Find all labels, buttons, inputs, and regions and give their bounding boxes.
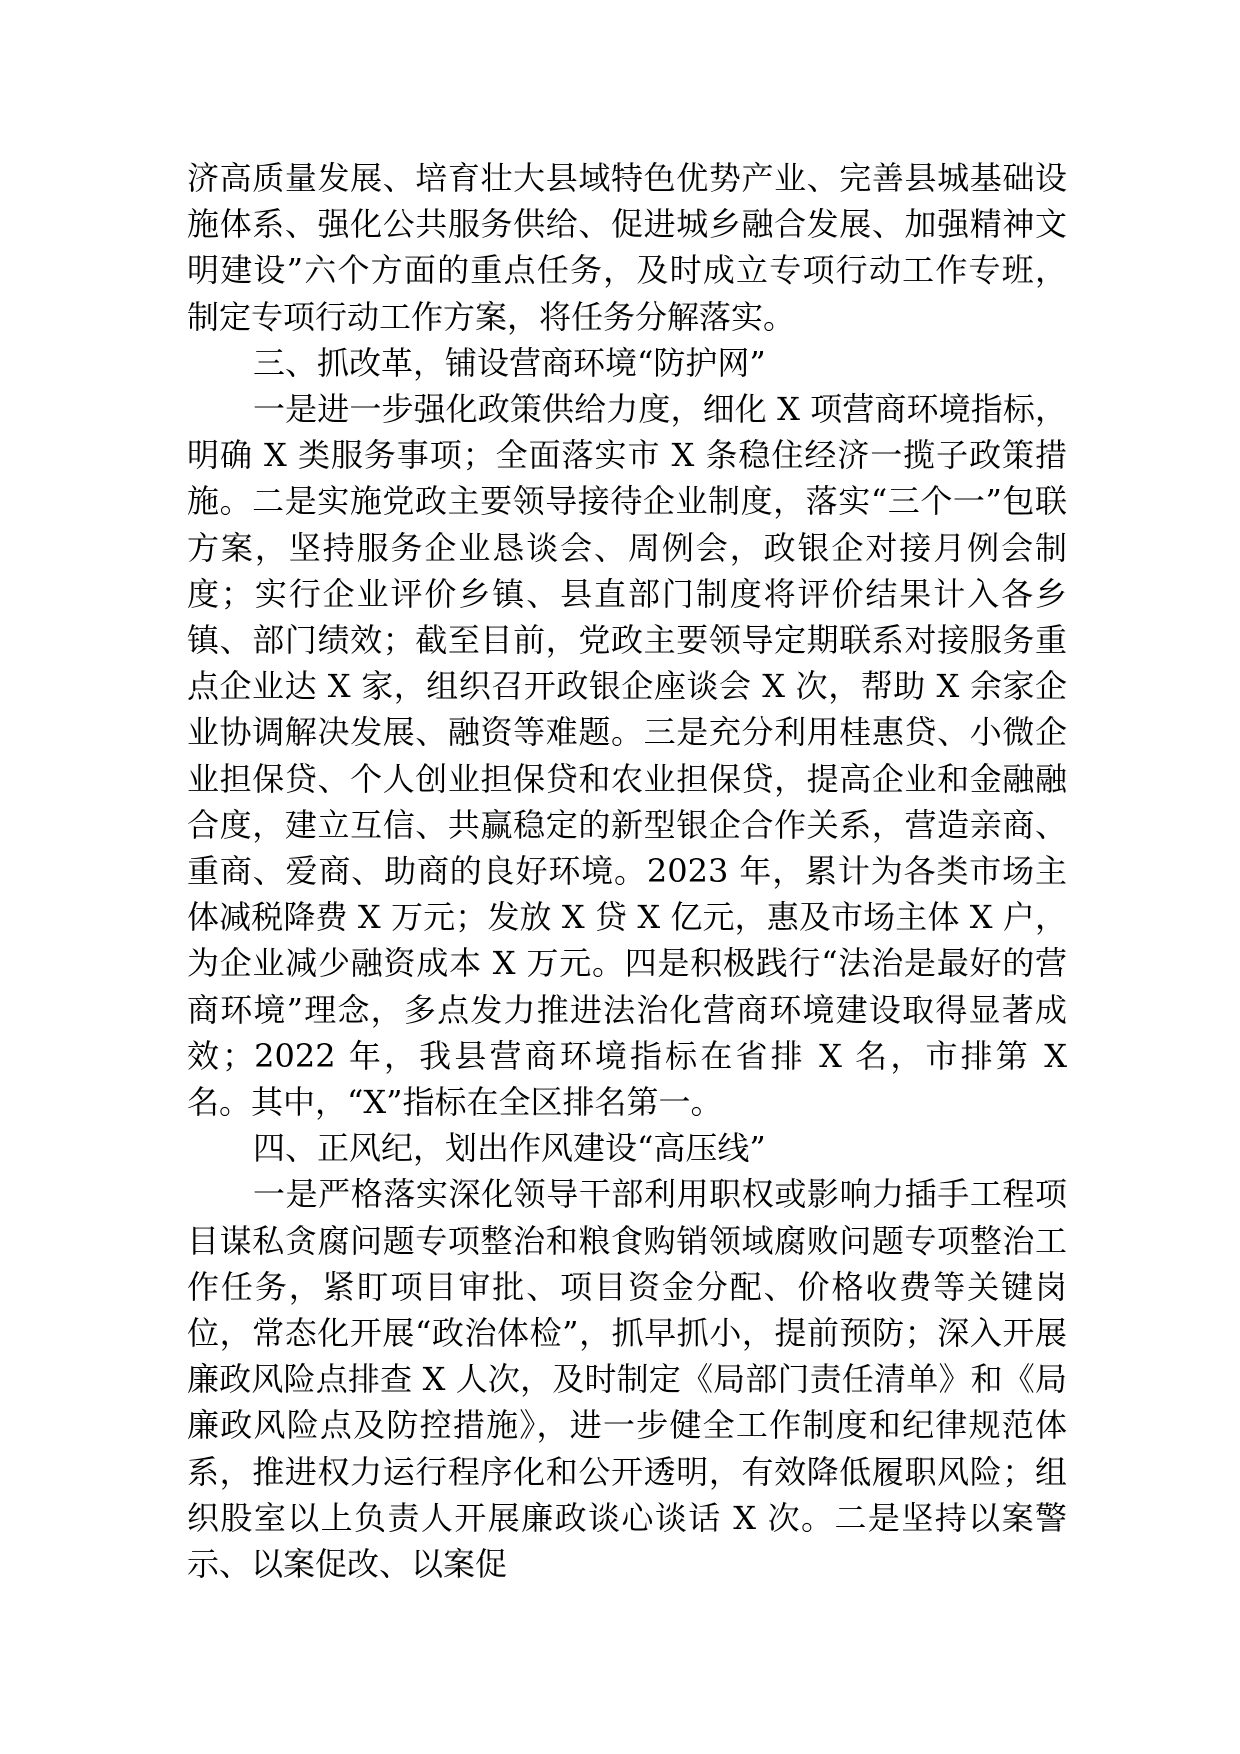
paragraph-section-3: 一是进一步强化政策供给力度，细化 X 项营商环境指标，明确 X 类服务事项；全面落实市 X 条稳住经济一揽子政策措施。二是实施党政主要领导接待企业制度，落实“三个一”包联方案，坚持服务企业恳谈会、周例会，政银企对接月例会制度；实行企业评价乡镇、县直部门制度将评价结果计入各乡镇、部门绩效；截至目前，党政主要领导定期联系对接服务重点企业达 X 家，组织召开政银企座谈会 X 次，帮助 X 余家企业协调解决发展、融资等难题。三是充分利用桂惠贷、小微企业担保贷、个人创业担保贷和农业担保贷，提高企业和金融融合度，建立互信、共赢稳定的新型银企合作关系，营造亲商、重商、爱商、助商的良好环境。2023 年，累计为各类市场主体减税降费 X 万元；发放 X 贷 X 亿元，惠及市场主体 X 户，为企业减少融资成本 X 万元。四是积极践行“法治是最好的营商环境”理念，多点发力推进法治化营商环境建设取得显著成效；2022 年，我县营商环境指标在省排 X 名，市排第 X 名。其中，“X”指标在全区排名第一。: [187, 390, 1067, 1122]
paragraph-section-4: 一是严格落实深化领导干部利用职权或影响力插手工程项目谋私贪腐问题专项整治和粮食购销领域腐败问题专项整治工作任务，紧盯项目审批、项目资金分配、价格收费等关键岗位，常态化开展“政治体检”，抓早抓小，提前预防；深入开展廉政风险点排查 X 人次，及时制定《局部门责任清单》和《局廉政风险点及防控措施》，进一步健全工作制度和纪律规范体系，推进权力运行程序化和公开透明，有效降低履职风险；组织股室以上负责人开展廉政谈心谈话 X 次。二是坚持以案警示、以案促改、以案促: [187, 1175, 1067, 1584]
section-heading-3: 三、抓改革，铺设营商环境“防护网”: [253, 343, 766, 382]
document-body: [187, 155, 1067, 1587]
paragraph-continuation: 济高质量发展、培育壮大县域特色优势产业、完善县城基础设施体系、强化公共服务供给、促进城乡融合发展、加强精神文明建设”六个方面的重点任务，及时成立专项行动工作专班，制定专项行动工作方案，将任务分解落实。: [187, 159, 1067, 336]
section-heading-4: 四、正风纪，划出作风建设“高压线”: [253, 1129, 766, 1168]
